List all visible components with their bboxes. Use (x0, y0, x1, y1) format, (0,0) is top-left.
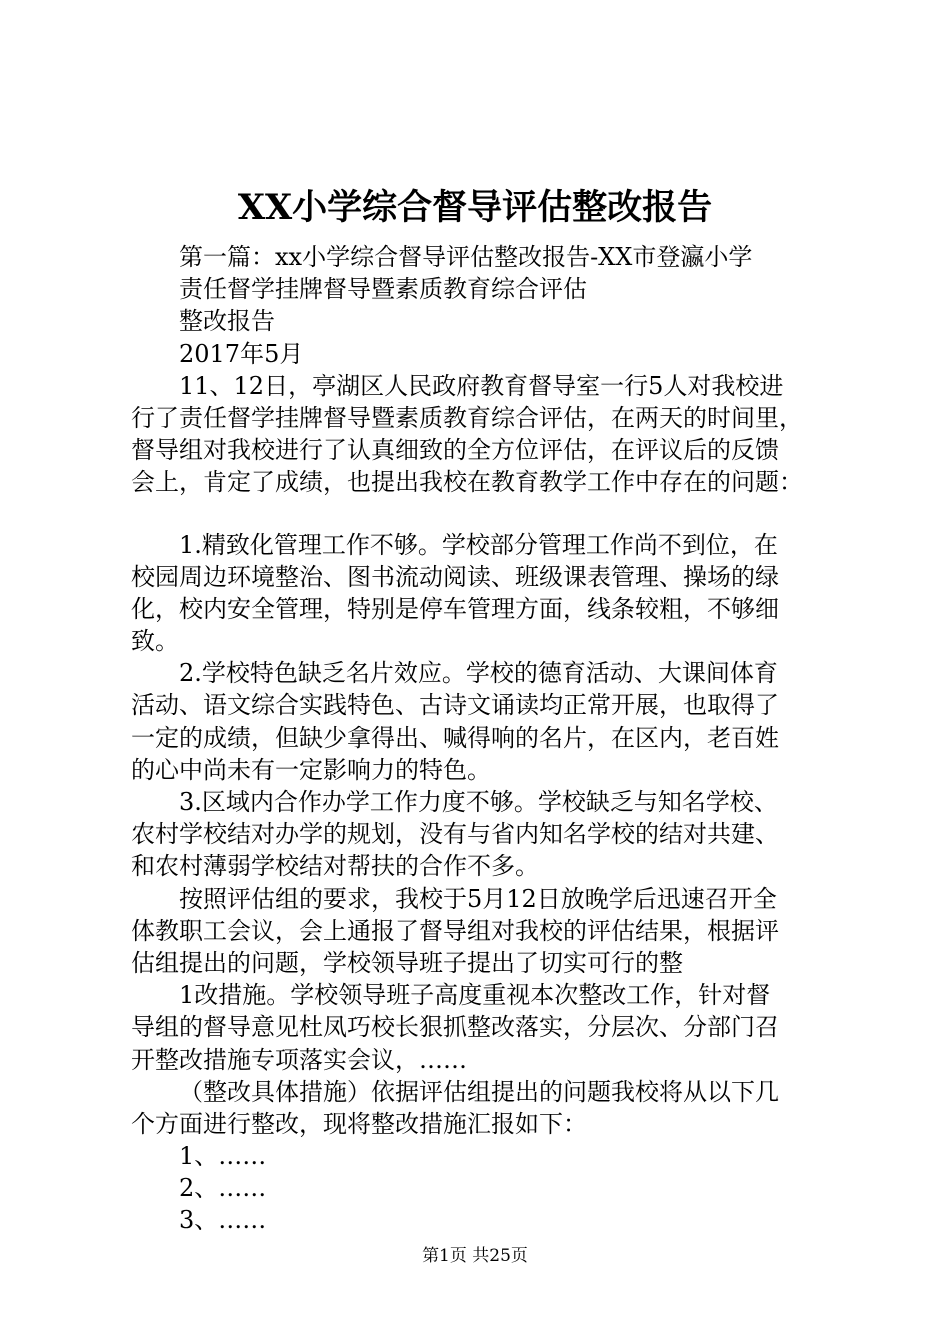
list-item: 3、…… (179, 1206, 267, 1235)
section-heading: 第一篇：xx小学综合督导评估整改报告-XX市登瀛小学 (179, 243, 753, 271)
paragraph-gap (131, 499, 831, 529)
paragraph-line: 1.精致化管理工作不够。学校部分管理工作尚不到位，在 (179, 530, 778, 559)
document-date: 2017年5月 (179, 339, 304, 368)
page-number: 第1页 共25页 (422, 1246, 528, 1266)
paragraph-line: 个方面进行整改，现将整改措施汇报如下： (131, 1109, 587, 1138)
paragraph-line: 督导组对我校进行了认真细致的全方位评估，在评议后的反馈 (131, 436, 779, 465)
document-body (131, 241, 831, 1237)
paragraph-line: 和农村薄弱学校结对帮扶的合作不多。 (131, 852, 539, 881)
list-item: 2、…… (179, 1174, 267, 1203)
paragraph-line: 活动、语文综合实践特色、古诗文诵读均正常开展，也取得了 (131, 691, 779, 720)
section-heading: 责任督学挂牌督导暨素质教育综合评估 (179, 275, 587, 304)
paragraph-line: 开整改措施专项落实会议，…… (131, 1045, 467, 1074)
paragraph-line: 行了责任督学挂牌督导暨素质教育综合评估，在两天的时间里， (131, 403, 803, 432)
paragraph-line: 3.区域内合作办学工作力度不够。学校缺乏与知名学校、 (179, 788, 778, 816)
paragraph-line: 致。 (131, 627, 179, 656)
paragraph-line: 一定的成绩，但缺少拿得出、喊得响的名片，在区内，老百姓 (131, 723, 779, 752)
paragraph-line: 11、12日，亭湖区人民政府教育督导室一行5人对我校进 (179, 371, 784, 400)
paragraph-line: 2.学校特色缺乏名片效应。学校的德育活动、大课间体育 (179, 659, 778, 688)
list-item: 1、…… (179, 1142, 267, 1171)
section-heading: 整改报告 (179, 307, 275, 336)
paragraph-line: 化，校内安全管理，特别是停车管理方面，线条较粗，不够细 (131, 594, 779, 623)
paragraph-line: 农村学校结对办学的规划，没有与省内知名学校的结对共建、 (131, 820, 779, 849)
paragraph-line: 的心中尚未有一定影响力的特色。 (131, 755, 491, 784)
paragraph-line: 会上，肯定了成绩，也提出我校在教育教学工作中存在的问题： (131, 468, 803, 497)
paragraph-line: 按照评估组的要求，我校于5月12日放晚学后迅速召开全 (179, 884, 777, 913)
paragraph-line: 校园周边环境整治、图书流动阅读、班级课表管理、操场的绿 (131, 562, 779, 591)
paragraph-line: 导组的督导意见杜凤巧校长狠抓整改落实，分层次、分部门召 (131, 1013, 779, 1042)
document-title: XX小学综合督导评估整改报告 (237, 187, 713, 228)
paragraph-line: （整改具体措施）依据评估组提出的问题我校将从以下几 (179, 1077, 779, 1106)
paragraph-line: 1改措施。学校领导班子高度重视本次整改工作，针对督 (179, 981, 771, 1010)
paragraph-line: 体教职工会议，会上通报了督导组对我校的评估结果，根据评 (131, 916, 779, 945)
paragraph-line: 估组提出的问题，学校领导班子提出了切实可行的整 (131, 948, 683, 977)
